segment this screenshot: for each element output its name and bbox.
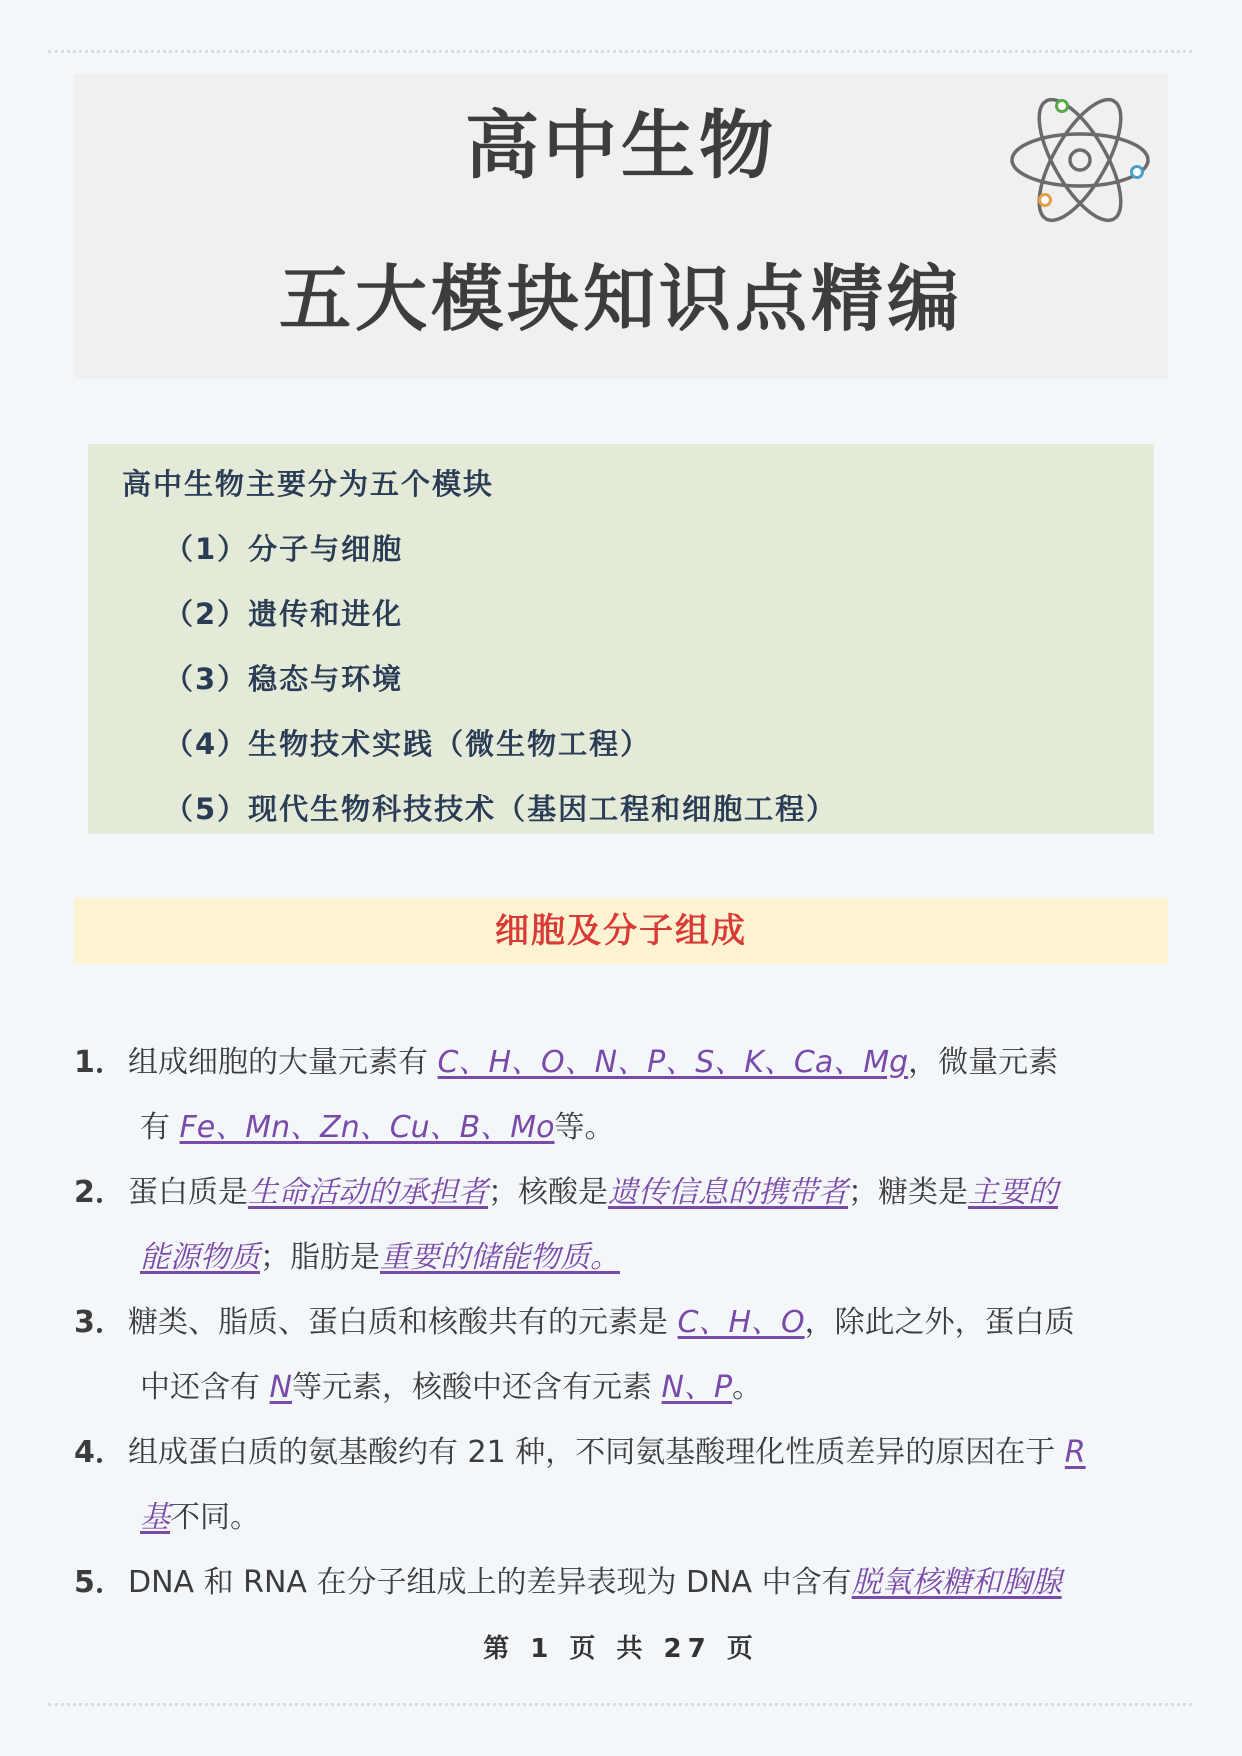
answer-blank: N [269, 1370, 292, 1405]
point-text: ，除此之外，蛋白质 [804, 1305, 1075, 1340]
answer-blank: 重要的储能物质。 [380, 1240, 620, 1275]
point-text: ；核酸是 [488, 1175, 608, 1210]
point-text: 有 [140, 1110, 180, 1145]
answer-blank: 遗传信息的携带者 [608, 1175, 848, 1210]
point-text: 糖类、脂质、蛋白质和核酸共有的元素是 [128, 1305, 678, 1340]
point-text: 组成细胞的大量元素有 [128, 1045, 438, 1080]
point-number: 5． [74, 1565, 125, 1600]
point-line [74, 1290, 1164, 1355]
module-item: （2）遗传和进化 [164, 597, 404, 631]
page-subtitle: 五大模块知识点精编 [278, 257, 963, 341]
answer-blank: N、P [661, 1370, 733, 1405]
point-text: 组成蛋白质的氨基酸约有 21 种，不同氨基酸理化性质差异的原因在于 [128, 1435, 1065, 1470]
page-footer: 第 1 页 共 27 页 [483, 1634, 759, 1664]
point-text: DNA 和 RNA 在分子组成上的差异表现为 DNA 中含有 [128, 1565, 852, 1600]
point-text: 等元素，核酸中还含有元素 [292, 1370, 662, 1405]
page-title: 高中生物 [465, 103, 777, 189]
modules-summary [88, 444, 1154, 834]
point-text: 等。 [554, 1110, 615, 1145]
knowledge-point [74, 1550, 1164, 1615]
knowledge-point [74, 1420, 1164, 1550]
module-item: （5）现代生物科技技术（基因工程和细胞工程） [164, 792, 838, 826]
point-text: ；糖类是 [848, 1175, 968, 1210]
answer-blank: 能源物质 [140, 1240, 260, 1275]
knowledge-point [74, 1030, 1164, 1160]
section-title: 细胞及分子组成 [74, 898, 1168, 964]
answer-blank: 基 [140, 1500, 170, 1535]
answer-blank: 生命活动的承担者 [248, 1175, 488, 1210]
point-text: ；脂肪是 [260, 1240, 380, 1275]
point-line [74, 1225, 1164, 1290]
point-text: 不同。 [170, 1500, 260, 1535]
modules-heading: 高中生物主要分为五个模块 [122, 467, 495, 501]
point-number: 1． [74, 1045, 125, 1080]
point-text: 。 [732, 1370, 763, 1405]
knowledge-points [74, 1030, 1164, 1615]
point-line [74, 1550, 1164, 1615]
atom-icon [1005, 80, 1155, 240]
answer-blank: Fe、Mn、Zn、Cu、B、Mo [179, 1110, 555, 1145]
point-number: 3． [74, 1305, 125, 1340]
point-number: 2． [74, 1175, 125, 1210]
point-text: 蛋白质是 [128, 1175, 248, 1210]
answer-blank: R [1064, 1435, 1086, 1470]
point-line [74, 1095, 1164, 1160]
answer-blank: C、H、O、N、P、S、K、Ca、Mg [437, 1045, 909, 1080]
knowledge-point [74, 1160, 1164, 1290]
point-line [74, 1355, 1164, 1420]
title-banner [74, 74, 1168, 379]
answer-blank: C、H、O [677, 1305, 805, 1340]
answer-blank: 脱氧核糖和胸腺 [851, 1565, 1062, 1600]
point-line [74, 1485, 1164, 1550]
module-item: （3）稳态与环境 [164, 662, 404, 696]
point-number: 4． [74, 1435, 125, 1470]
modules-list [164, 524, 837, 849]
point-line [74, 1160, 1164, 1225]
point-line [74, 1030, 1164, 1095]
point-text: 中还含有 [140, 1370, 270, 1405]
point-line [74, 1420, 1164, 1485]
module-item: （4）生物技术实践（微生物工程） [164, 727, 652, 761]
knowledge-point [74, 1290, 1164, 1420]
answer-blank: 主要的 [968, 1175, 1058, 1210]
module-item: （1）分子与细胞 [164, 532, 404, 566]
point-text: ，微量元素 [908, 1045, 1059, 1080]
